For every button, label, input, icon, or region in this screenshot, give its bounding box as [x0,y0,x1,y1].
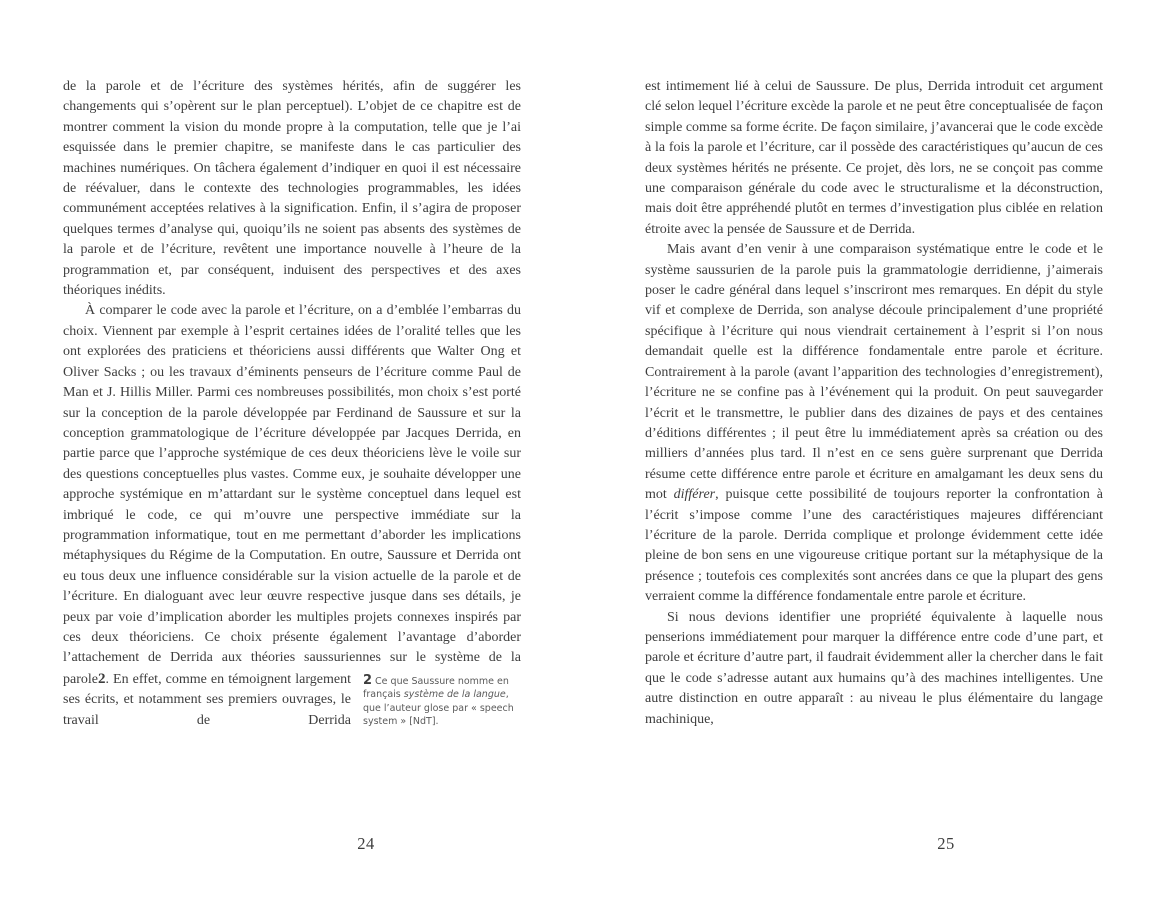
right-paragraph-comparison-framework: Mais avant d’en venir à une comparaison systématique entre le code et le système saussurien de la parole puis la grammatologie derridienne, j’aimerais poser le cadre général dans lequel s’inscriront mes remarques. En dépit du style vif et complexe de Derrida, son analyse découle principalement d’une propriété spécifique à l’écriture qui nous viendrait certainement à l’esprit si l’on nous demandait quelle est la différence fondamentale entre parole et écriture. Contrairement à la parole (avant l’apparition des technologies d’enregistrement), l’écriture ne se confine pas à l’événement qui la produit. On peut sauvegarder l’écrit et le transmettre, le publier dans des dizaines de pays et des centaines d’éditions différentes ; il peut être lu immédiatement après sa création ou des milliers d’années plus tard. Il n’est en ce sens guère surprenant que Derrida résume cette différence entre parole et écriture en amalgamant les deux sens du mot différer, puisque cette possibilité de toujours reporter la confrontation à l’écrit s’impose comme l’une des caractéristiques majeures différenciant l’écriture de la parole. Derrida complique et prolonge évidemment cette idée pleine de bon sens en une vigoureuse critique portant sur la métaphysique de la présence ; toutefois ces complexités sont ancrées dans ce que la plupart des gens verraient comme la différence fondamentale entre parole et écriture. [645,242,1103,605]
left-page-text-column [63,77,521,731]
left-paragraph-narrow-continuation: parole2. En effet, comme en témoignent largement ses écrits, et notamment ses premiers ouvrages, le travail de Derrida [63,670,351,728]
left-paragraph-footnote-row [63,669,521,731]
left-paragraph-continuation: de la parole et de l’écriture des systèmes hérités, afin de suggérer les changements qui s’opèrent sur le plan perceptuel). L’objet de ce chapitre est de montrer comment la vision du monde propre à la computation, telle que je l’ai esquissée dans le premier chapitre, se manifeste dans le cas particulier des machines numériques. On tâchera également d’indiquer en quoi il est nécessaire de réévaluer, dans le contexte des technologies programmables, les idées communément acceptées relatives à la signification. Enfin, il s’agira de proposer quelques termes d’analyse qui, quoiqu’ils ne soient pas absents des systèmes de la parole et de l’écriture, revêtent une importance nouvelle à l’heure de la programmation et, par conséquent, induisent des perspectives et des axes théoriques inédits. [63,79,521,299]
footnote-marker: 2 [363,672,373,688]
left-paragraph-comparison: À comparer le code avec la parole et l’écriture, on a d’emblée l’embarras du choix. Viennent par exemple à l’esprit certaines idées de l’oralité telles que les ont explorées des praticiens et théoriciens aussi différents que Walter Ong et Oliver Sacks ; ou les travaux d’éminents penseurs de l’écriture comme Paul de Man et J. Hillis Miller. Parmi ces nombreuses possibilités, mon choix s’est porté sur la conception de la parole développée par Ferdinand de Saussure et sur la conception grammatologique de l’écriture développée par Jacques Derrida, en partie parce que l’approche systémique de ces deux théoriciens lève le voile sur des questions conceptuelles plus vastes. Comme eux, je souhaite développer une approche systémique en m’attardant sur le système conceptuel dans lequel est imbriqué le code, ce qui m’ouvre une perspective immédiate sur la programmation informatique, tout en me permettant d’aborder les implications métaphysiques du Régime de la Computation. En outre, Saussure et Derrida ont eu tous deux une influence considérable sur la vision actuelle de la parole et de l’écriture. En dialoguant avec leur œuvre respective jusque dans ses détails, je peux par voie d’implication aborder les multiples projets connexes inspirés par ces deux théoriciens. Ce choix présente également l’avantage d’aborder l’attachement de Derrida aux théories saussuriennes sur le système de la [63,303,521,666]
page-number-left: 24 [357,834,375,853]
right-paragraph-continuation: est intimement lié à celui de Saussure. De plus, Derrida introduit cet argument clé selon lequel l’écriture excède la parole et ne peut être conceptualisée de façon simple comme sa forme écrite. De façon similaire, j’avancerai que le code excède à la fois la parole et l’écriture, car il possède des caractéristiques qu’aucun de ces deux systèmes hérités ne présente. Ce projet, dès lors, ne se conçoit pas comme une comparaison générale du code avec le structuralisme et la déconstruction, mais doit être appréhendé plutôt en termes d’investigation plus ciblée en relation étroite avec la pensée de Saussure et de Derrida. [645,79,1103,237]
right-page-text-column [645,77,1103,730]
right-paragraph-code-property: Si nous devions identifier une propriété équivalente à laquelle nous penserions immédiatement pour marquer la différence entre code d’une part, et parole et écriture d’autre part, il faudrait évidemment aller la chercher dans le fait que le code s’adresse autant aux humains qu’à des machines intelligentes. Une autre distinction en outre apparaît : au niveau le plus élémentaire du langage machinique, [645,609,1103,727]
footnote-text: Ce que Saussure nomme en français système de la langue, que l’auteur glose par « speech system » [NdT]. [363,675,514,728]
margin-footnote [363,669,521,729]
page-number-right: 25 [937,834,955,853]
